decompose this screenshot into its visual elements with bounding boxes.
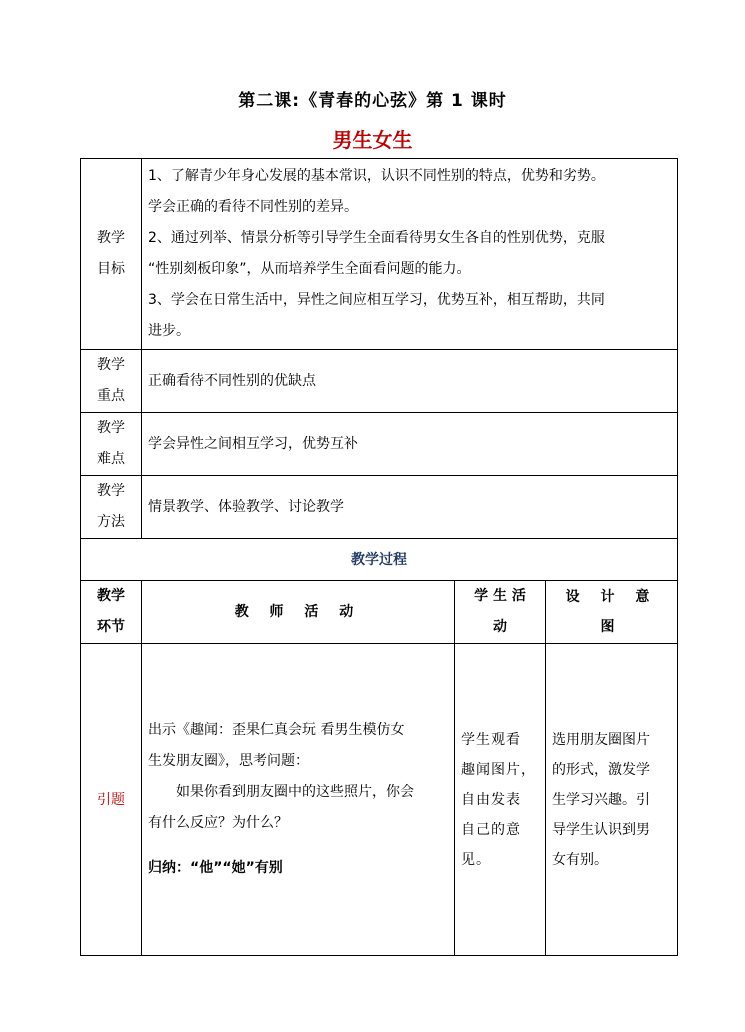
row-methods	[81, 476, 678, 539]
header-stage: 教学 环节	[81, 581, 142, 644]
row-key-points	[81, 350, 678, 413]
objective-line: 1、了解青少年身心发展的基本常识，认识不同性别的特点，优势和劣势。	[148, 168, 605, 184]
key-points-content: 正确看待不同性别的优缺点	[142, 350, 678, 413]
objective-line: 3、学会在日常生活中，异性之间应相互学习，优势互补，相互帮助，共同	[148, 292, 605, 308]
student-activity: 学生观看 趣闻图片， 自由发表 自己的意 见。	[455, 644, 546, 956]
lesson-plan-table	[80, 158, 678, 956]
label-objectives: 教学 目标	[81, 159, 142, 350]
row-intro	[81, 644, 678, 956]
label-difficulties: 教学 难点	[81, 413, 142, 476]
stage-intro: 引题	[81, 644, 142, 956]
process-title: 教学过程	[81, 539, 678, 581]
header-student: 学 生 活 动	[455, 581, 546, 644]
row-process-headers	[81, 581, 678, 644]
teacher-summary: 归纳：“他”“她”有别	[148, 860, 283, 876]
design-intent: 选用朋友圈图片 的形式，激发学 生学习兴趣。引 导学生认识到男 女有别。	[546, 644, 678, 956]
row-difficulties	[81, 413, 678, 476]
label-key-points: 教学 重点	[81, 350, 142, 413]
lesson-title: 第二课:《青春的心弦》第 1 课时	[238, 91, 507, 111]
row-process-title	[81, 539, 678, 581]
header-teacher: 教 师 活 动	[142, 581, 455, 644]
lesson-subtitle: 男生女生	[332, 128, 413, 152]
objective-line: 进步。	[148, 323, 190, 339]
teacher-line: 有什么反应？为什么？	[148, 815, 288, 831]
difficulties-content: 学会异性之间相互学习，优势互补	[142, 413, 678, 476]
objectives-content	[142, 159, 678, 350]
teacher-line: 如果你看到朋友圈中的这些照片，你会	[176, 784, 414, 800]
teacher-activity	[142, 644, 455, 956]
teacher-line: 出示《趣闻：歪果仁真会玩 看男生模仿女	[148, 722, 405, 738]
methods-content: 情景教学、体验教学、讨论教学	[142, 476, 678, 539]
objective-line: 2、通过列举、情景分析等引导学生全面看待男女生各自的性别优势，克服	[148, 230, 605, 246]
row-objectives	[81, 159, 678, 350]
teacher-line: 生发朋友圈》，思考问题：	[148, 753, 309, 769]
header-design: 设 计 意 图	[546, 581, 678, 644]
objective-line: 学会正确的看待不同性别的差异。	[148, 199, 358, 215]
objective-line: “性别刻板印象”，从而培养学生全面看问题的能力。	[148, 261, 471, 277]
label-methods: 教学 方法	[81, 476, 142, 539]
